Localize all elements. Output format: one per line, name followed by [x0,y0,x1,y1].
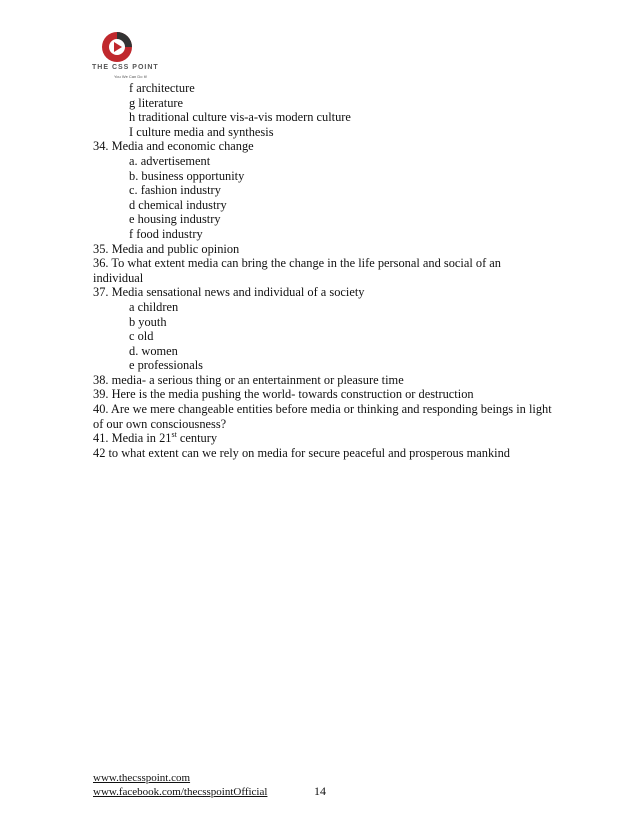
list-sub-item: b. business opportunity [129,168,245,183]
list-sub-item: f architecture [129,81,195,95]
list-sub-item: a children [129,299,179,314]
item-text: century [176,431,218,446]
site-logo [92,30,172,82]
list-sub-item: d chemical industry [129,197,227,212]
item-text: 41. Media in 21 [93,431,172,446]
list-sub-item: c old [129,329,154,344]
page-number: 14 [314,784,326,798]
website-link[interactable]: www.thecsspoint.com [93,772,191,784]
ordinal-suffix: st [171,430,177,440]
list-item: 38. media- a serious thing or an entertainment or pleasure time [93,372,404,387]
list-sub-item: d. women [129,343,178,358]
logo-icon [100,30,134,64]
list-item: 42 to what extent can we rely on media for secure peaceful and prosperous mankind [93,445,510,460]
footer [93,771,267,799]
facebook-link[interactable]: www.facebook.com/thecsspointOfficial [93,786,268,798]
list-item: 37. Media sensational news and individual of a society [93,285,365,300]
logo-tagline: You We Can Do It! [114,74,147,79]
list-item: 36. To what extent media can bring the change in the life personal and social of an individual [93,256,502,285]
list-item [93,431,553,446]
list-sub-item: e housing industry [129,212,221,227]
list-item: 34. Media and economic change [93,139,254,154]
list-sub-item: e professionals [129,358,203,373]
logo-text: THE CSS POINT [92,64,159,71]
list-item: 39. Here is the media pushing the world- towards construction or destruction [93,387,474,402]
list-sub-item: I culture media and synthesis [129,124,274,139]
list-sub-item: b youth [129,314,167,329]
list-sub-item: g literature [129,95,184,110]
list-sub-item: f food industry [129,226,203,241]
list-item: 35. Media and public opinion [93,241,240,256]
list-sub-item: h traditional culture vis-a-vis modern culture [129,110,351,125]
list-item: 40. Are we mere changeable entities before media or thinking and responding beings in light of our own consciousness? [93,402,552,431]
document-body [93,81,553,460]
list-sub-item: a. advertisement [129,153,211,168]
list-sub-item: c. fashion industry [129,183,221,198]
